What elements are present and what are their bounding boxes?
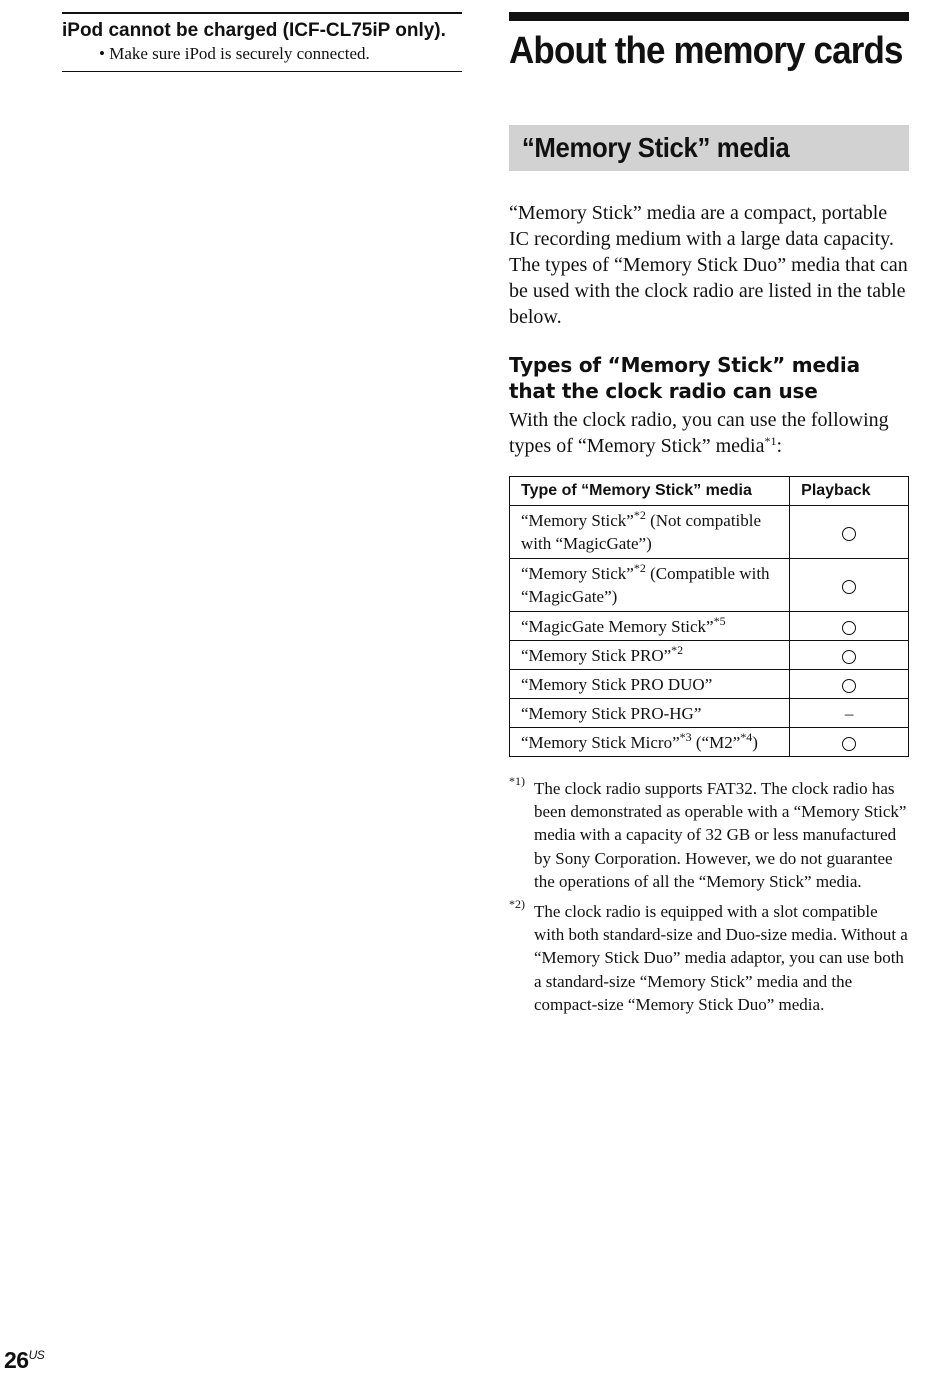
media-type-cell (510, 641, 790, 670)
media-type-note: (Compatible with “MagicGate”) (521, 564, 770, 606)
table-header-row (510, 477, 909, 506)
bottom-rule (62, 71, 462, 72)
media-type-note: (Not compatible with “MagicGate”) (521, 511, 762, 553)
supported-circle-icon (842, 679, 856, 693)
troubleshooting-bullet: • Make sure iPod is securely connected. (99, 44, 370, 63)
media-type-name: “Memory Stick PRO-HG” (521, 703, 702, 723)
footnote-ref: *5 (713, 613, 726, 628)
troubleshooting-entry (62, 12, 462, 72)
table-row (510, 559, 909, 612)
footnote (509, 774, 909, 893)
top-rule (62, 12, 462, 14)
column-header-type: Type of “Memory Stick” media (510, 477, 790, 506)
media-type-name: “Memory Stick PRO DUO” (521, 674, 713, 694)
supported-circle-icon (842, 650, 856, 664)
media-type-name: “Memory Stick PRO” (521, 645, 672, 665)
media-types-table (509, 476, 909, 757)
playback-cell (790, 559, 909, 612)
footnote-ref: *2 (633, 561, 646, 575)
footnote-ref: *4 (740, 729, 753, 744)
supported-circle-icon (842, 737, 856, 751)
supported-circle-icon (842, 580, 856, 594)
media-type-cell (510, 506, 790, 559)
not-supported-dash: – (844, 703, 854, 723)
footnote-ref: *2 (633, 508, 646, 522)
media-type-note: (“M2” (691, 732, 741, 752)
playback-cell (790, 641, 909, 670)
media-type-name: “Memory Stick Micro” (521, 732, 680, 752)
media-type-name: “Memory Stick” (521, 564, 634, 583)
media-type-cell (510, 559, 790, 612)
title-bar (509, 12, 909, 21)
table-row (510, 612, 909, 641)
footnote-ref: *2 (671, 642, 684, 657)
troubleshooting-heading: iPod cannot be charged (ICF-CL75iP only). (62, 20, 446, 41)
media-type-name: “MagicGate Memory Stick” (521, 616, 714, 636)
page-number (4, 1342, 44, 1373)
table-row (510, 728, 909, 757)
supported-circle-icon (842, 527, 856, 541)
table-row (510, 506, 909, 559)
page-title: About the memory cards (509, 30, 903, 72)
supported-circle-icon (842, 621, 856, 635)
section-header-band (509, 125, 909, 171)
playback-cell (790, 506, 909, 559)
playback-cell (790, 699, 909, 728)
main-column (509, 12, 909, 1023)
section-title: “Memory Stick” media (521, 132, 790, 163)
table-row (510, 641, 909, 670)
table-row (510, 699, 909, 728)
footnote-ref: *1 (764, 434, 777, 448)
media-type-note-end: ) (752, 732, 758, 752)
page-number-value: 26 (4, 1347, 29, 1373)
media-type-cell (510, 728, 790, 757)
table-row (510, 670, 909, 699)
subsection-heading: Types of “Memory Stick” media that the clock radio can use (509, 353, 860, 403)
playback-cell (790, 728, 909, 757)
footnote-text: The clock radio supports FAT32. The clock radio has been demonstrated as operable with a “Memory Stick” media with a capacity of 32 GB or less manufactured by Sony Corporation. However, we do not guarantee the operations of all the “Memory Stick” media. (534, 779, 907, 891)
page-number-suffix: US (28, 1348, 45, 1362)
playback-cell (790, 612, 909, 641)
subsection-text-body: With the clock radio, you can use the following types of “Memory Stick” media (509, 409, 889, 457)
subsection-text (509, 407, 909, 459)
footnote (509, 897, 909, 1016)
media-type-cell (510, 699, 790, 728)
intro-paragraph: “Memory Stick” media are a compact, portable IC recording medium with a large data capacity. The types of “Memory Stick Duo” media that can be used with the clock radio are listed in the table below. (509, 202, 908, 328)
footnotes (509, 774, 909, 1016)
media-type-cell (510, 670, 790, 699)
footnote-text: The clock radio is equipped with a slot compatible with both standard-size and Duo-size media. Without a “Memory Stick Duo” media adaptor, you can use both a standard-size “Memory Stick” media and the compact-size “Memory Stick Duo” media. (534, 902, 908, 1014)
column-header-playback: Playback (790, 477, 909, 506)
subsection-text-end: : (776, 435, 783, 457)
media-type-cell (510, 612, 790, 641)
footnote-ref: *3 (679, 729, 692, 744)
footnote-mark: *1) (509, 774, 525, 788)
footnote-mark: *2) (509, 897, 525, 912)
playback-cell (790, 670, 909, 699)
media-type-name: “Memory Stick” (521, 511, 634, 530)
